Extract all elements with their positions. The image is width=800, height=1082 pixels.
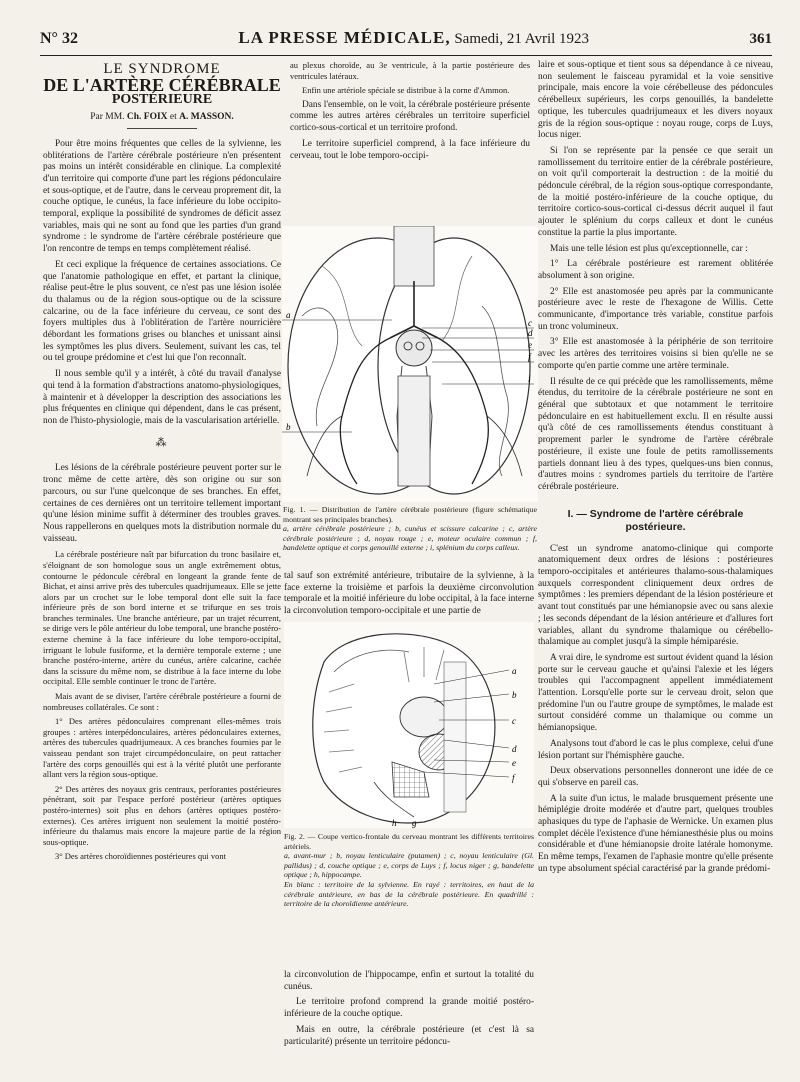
header-rule [40,55,772,56]
column-3 [538,60,773,880]
masthead [238,28,589,48]
journal-name: LA PRESSE MÉDICALE, [238,28,451,47]
paragraph: Le territoire profond comprend la grande moitié postéro-inférieure de la couche optique. [284,997,534,1020]
paragraph: Les lésions de la cérébrale postérieure peuvent porter sur le tronc même de cette artère, dès son origine ou sur son parcours, ou sur l'une quelconque de ses branches. En effet, certaines de ces dernières ont un territoire tellement important qu'une lésion minime suffit à déterminer des troubles graves. Nous rappellerons en quelques mots la distribution normale du vaisseau. [43,463,281,544]
author-1: Ch. FOIX [126,112,168,123]
paragraph: laire et sous-optique et tient sous sa dépendance à ce niveau, non seulement le faisceau pyramidal et la voie sensitive principale, mais encore la voie cérébelleuse des pédoncules cérébelleux supérieurs, les corps genouillés, la bandelette optique, les tubercules quadrijumeaux et les divers noyaux gris de la région sous-optique : noyau rouge, corps de Luys, locus niger. [538,60,773,141]
title-rule [127,128,197,129]
issue-number: N° 32 [40,30,78,47]
fig2-label-c: c [512,716,516,726]
figure-2-caption [284,832,534,909]
paragraph-small: au plexus choroïde, au 3e ventricule, à la partie postérieure des ventricules latéraux. [290,60,530,81]
paragraph: Le territoire superficiel comprend, à la face inférieure du cerveau, tout le lobe temporo-occipi- [290,138,530,161]
fig2-label-d: d [512,744,517,754]
fig1-label-d: d [528,328,533,338]
fig1-label-f: f [528,352,531,362]
page-number: 361 [749,31,772,47]
paragraph: 1° La cérébrale postérieure est rarement oblitérée absolument à son origine. [538,259,773,281]
paragraph-small: 1° Des artères pédonculaires comprenant elles-mêmes trois groupes : artères interpédonculaires, artères pédonculaires externes, artères des tubercules quadrijumeaux. A ces branches fournies par le vaisseau pendant son trajet circumpédonculaire, on peut rattacher l'artère des corps genouillés qui est à la vérité plutôt une perforante allant vers la région sous-optique. [43,716,281,780]
figure-1-caption-title: Fig. 1. — Distribution de l'artère cérébrale postérieure (figure schématique montrant ses principales branches). [283,505,537,524]
paragraph-small: Enfin une artériole spéciale se distribue à la corne d'Ammon. [302,85,510,96]
fig1-label-c: c [528,318,532,328]
paragraph: A vrai dire, le syndrome est surtout évident quand la lésion porte sur le cerveau gauche et qu'ainsi l'alexie et les légers troubles qui l'accompagnent appellent immédiatement l'attention. Lorsqu'elle porte sur le cerveau droit, selon que prédomine l'un ou l'autre groupe de symptômes, le malade est surtout considéré comme un thalamique ou comme un hémianopsique. [538,652,773,734]
paragraph: Et ceci explique la fréquence de certaines associations. Ce que l'anatomie pathologique en effet, et partant la clinique, réalise peut-être le plus souvent, ce n'est pas une lésion isolée du thalamus ou de la région sous-optique ou de la scissure calcarine, ou de la face inférieure du cerveau, ce sont des foyers multiples dus à l'oblitération de l'artère nourricière débordant les formations grises ou blanches et unissant ainsi les symptômes les plus divers. Seulement, suivant les cas, tel ou tel groupe prédomine et c'est lui que l'on reconnaît. [43,259,281,364]
page-header [40,28,772,54]
fig1-label-e: e [528,340,532,350]
section-heading: I. — Syndrome de l'artère cérébrale postérieure. [567,507,744,533]
column-1 [43,62,281,866]
author-2: A. MASSON. [179,112,234,123]
paragraph: Pour être moins fréquentes que celles de la sylvienne, les oblitérations de l'artère cérébrale postérieure n'en présentent pas moins un intérêt considérable en clinique. La complexité d'un territoire qui comporte d'une part les régions pédonculaire et sous-optique, et de l'autre, dans le cerveau proprement dit, la couche optique, le cunéus, la face inférieure du lobe occipito-temporal, explique la possibilité de syndromes de déficit assez variables, mais qui ne sont au fond que les parties d'un grand syndrome : le syndrome de l'artère cérébrale postérieure que l'on rencontre de temps en temps complètement réalisé. [43,138,281,255]
paragraph: la circonvolution de l'hippocampe, enfin et surtout la totalité du cunéus. [284,970,534,992]
fig2-label-e: e [512,758,516,768]
section-ornament: ⁂ [155,436,169,449]
paragraph: Analysons tout d'abord le cas le plus complexe, celui d'une lésion portant sur l'hémisphère gauche. [538,738,773,761]
column-2-bottom [284,970,534,1052]
paragraph-small: Mais avant de se diviser, l'artère cérébrale postérieure a fourni de nombreuses collatérales. Ce sont : [43,691,281,712]
paragraph: Mais une telle lésion est plus qu'exceptionnelle, car : [550,243,748,254]
paragraph: Mais en outre, la cérébrale postérieure (et c'est là sa particularité) présente un territoire pédoncu- [284,1024,534,1047]
paragraph: Si l'on se représente par la pensée ce que serait un ramollissement du territoire entier de la cérébrale postérieure, on voit qu'il comporterait la destruction : de la moitié du pédoncule cérébral, de la région sous-optique correspondante, de la moitié postéro-inférieure de la couche optique, du territoire cortico-sous-cortical ci-dessus décrit auquel il faut ajouter le splénium du corps calleux et dont le cunéus constitue la partie la plus importante. [538,145,773,238]
paragraph: tal sauf son extrémité antérieure, tributaire de la sylvienne, à la face externe la troisième et parfois la deuxième circonvolution temporale et la moitié inférieure du lobe occipital, à la face interne la circonvolution temporo-occipitale et une partie de [284,571,534,617]
paragraph: C'est un syndrome anatomo-clinique qui comporte anatomiquement deux ordres de lésions : postérieures temporo-occipitales et antérieures thalamo-sous-thalamiques auxquels correspondent cliniquement deux ordres de symptômes : les premiers dépendant de la lésion postérieure et avant tout constitués par une hémianopsie avec ou sans alexie ; les seconds dépendant de la lésion antérieure et d'allures fort variables, allant du syndrome thalamique ou cérébello-thalamique au complet jusqu'à la simple hémiparésie. [538,543,773,648]
paragraph-small: La cérébrale postérieure naît par bifurcation du tronc basilaire et, s'éloignant de son homologue sous un angle extrêmement obtus, contourne le pédoncule cérébral en longeant la grande fente de Bichat, et ainsi arrive près des tubercules quadrijumeaux. Elle se jette alors par un crochet sur le lobe temporal dont elle suit la face inférieure près de son bord interne et se trifurque en ses trois branches terminales. Une branche antérieure, par un trajet récurrent, se dirige vers le pôle antérieur du lobe temporal, une branche postéro-externe chemine à la face inférieure du lobe temporo-occipital, irriguant le lobule fusiforme, et la dernière temporale externe ; une branche postéro-interne, artère du cunéus, artère calcarine, cachée dans la scissure du même nom, se distribue à la face interne du lobe occipital. Elle semble continuer le tronc de l'artère. [43,549,281,687]
figure-1-caption-legend: a, artère cérébrale postérieure ; b, cunéus et scissure calcarine ; c, artère cérébrale postérieure ; d, noyau rouge ; e, moteur oculaire commun ; f, bandelette optique et corps genouillé externe ; i, splénium du corps calleux. [283,524,537,553]
article-title: DE L'ARTÈRE CÉRÉBRALE [43,74,281,95]
fig2-label-f: f [512,773,515,783]
fig2-label-b: b [512,690,517,700]
paragraph: 3° Elle est anastomosée à la périphérie de son territoire avec les artères des territoires voisins si bien qu'elle ne se comporte qu'en partie comme une artère terminale. [538,337,773,371]
paragraph: Dans l'ensemble, on le voit, la cérébrale postérieure présente comme les autres artères cérébrales un territoire superficiel cortico-sous-cortical et un territoire profond. [290,99,530,134]
fig1-label-b: b [286,422,291,432]
figure-1-brain-base-diagram [282,226,538,502]
paragraph-small: 3° Des artères choroïdiennes postérieures qui vont [55,851,226,862]
paragraph: Il nous semble qu'il y a intérêt, à côté du travail d'analyse qui tend à la formation d'abstractions anatomo-physiologiques, à maintenir et à développer la description des associations les plus fréquentes en clinique qui dépendent, dans le cas présent, non de l'histo-physiologie, mais de la vascularisation artérielle. [43,369,281,426]
article-kicker: LE SYNDROME [103,61,221,77]
column-2-top [290,60,530,166]
figure-2-coronal-section [284,622,534,828]
column-2-after-fig1 [284,571,534,622]
fig1-label-a: a [286,310,291,320]
figure-1-caption [283,505,537,553]
paragraph-small: 2° Des artères des noyaux gris centraux, perforantes postérieures pénétrant, soit par l'espace perforé postérieur (artères optiques postéro-internes) soit plus en dehors (artères optiques postéro-externes). Ces artères irriguent non seulement la moitié postéro-inférieure du thalamus mais encore la majeure partie de la région sous-optique. [43,783,281,847]
paragraph: Deux observations personnelles donneront une idée de ce qui s'observe en pareil cas. [538,766,773,788]
fig2-label-a: a [512,666,517,676]
fig1-label-i: i [528,374,531,384]
paragraph: A la suite d'un ictus, le malade brusquement présente une hémiplégie droite modérée et d'autre part, quelques troubles aphasiques du type de l'aphasie de Wernicke. Un examen plus complet décèle l'existence d'une hémianesthésie plus ou moins considérable et d'une hémianopsie droite latérale homonyme. En même temps, l'examen de l'aphasie montre qu'elle présente un type absolument spécial caractérisé par la grande prédomi- [538,793,773,874]
fig2-label-g: g [412,818,417,828]
article-title-line2: POSTÉRIEURE [111,92,213,108]
figure-2-caption-note: En blanc : territoire de la sylvienne. En rayé : territoires, en haut de la cérébrale antérieure, en bas de la cérébrale postérieure. En quadrillé : territoire de la choroïdienne antérieure. [284,879,534,909]
figure-2-caption-legend: a, avant-mur ; b, noyau lenticulaire (putamen) ; c, noyau lenticulaire (Gl. pallidus) ; d, couche optique ; e, corps de Luys ; f, locus niger ; g, bandelette optique ; h, hippocampe. [284,851,534,880]
fig2-label-h: h [392,818,397,828]
issue-date: Samedi, 21 Avril 1923 [454,31,590,47]
byline: Par MM. Ch. FOIX et A. MASSON. [90,112,234,123]
paragraph: 2° Elle est anastomosée peu après par la communicante postérieure avec le reste de l'hexagone de Willis. Cette communicante, d'importance très variable, constitue parfois un tronc volumineux. [538,286,773,332]
paragraph: Il résulte de ce qui précède que les ramollissements, même étendus, du territoire de la cérébrale postérieure ne sont en général que subtotaux et que notamment le territoire pédonculaire en est habituellement exclu. Il en résulte aussi qu'à côté de ces ramollissements étendus constituant à proprement parler le syndrome de l'artère cérébrale postérieure, il existe une foule de petits ramollissements partiels donnant lieu à des types, quelques-uns bien connus, d'autres moins : syndromes partiels du territoire de l'artère cérébrale postérieure. [538,376,773,492]
figure-2-caption-title: Fig. 2. — Coupe vertico-frontale du cerveau montrant les différents territoires artériels. [284,832,534,851]
